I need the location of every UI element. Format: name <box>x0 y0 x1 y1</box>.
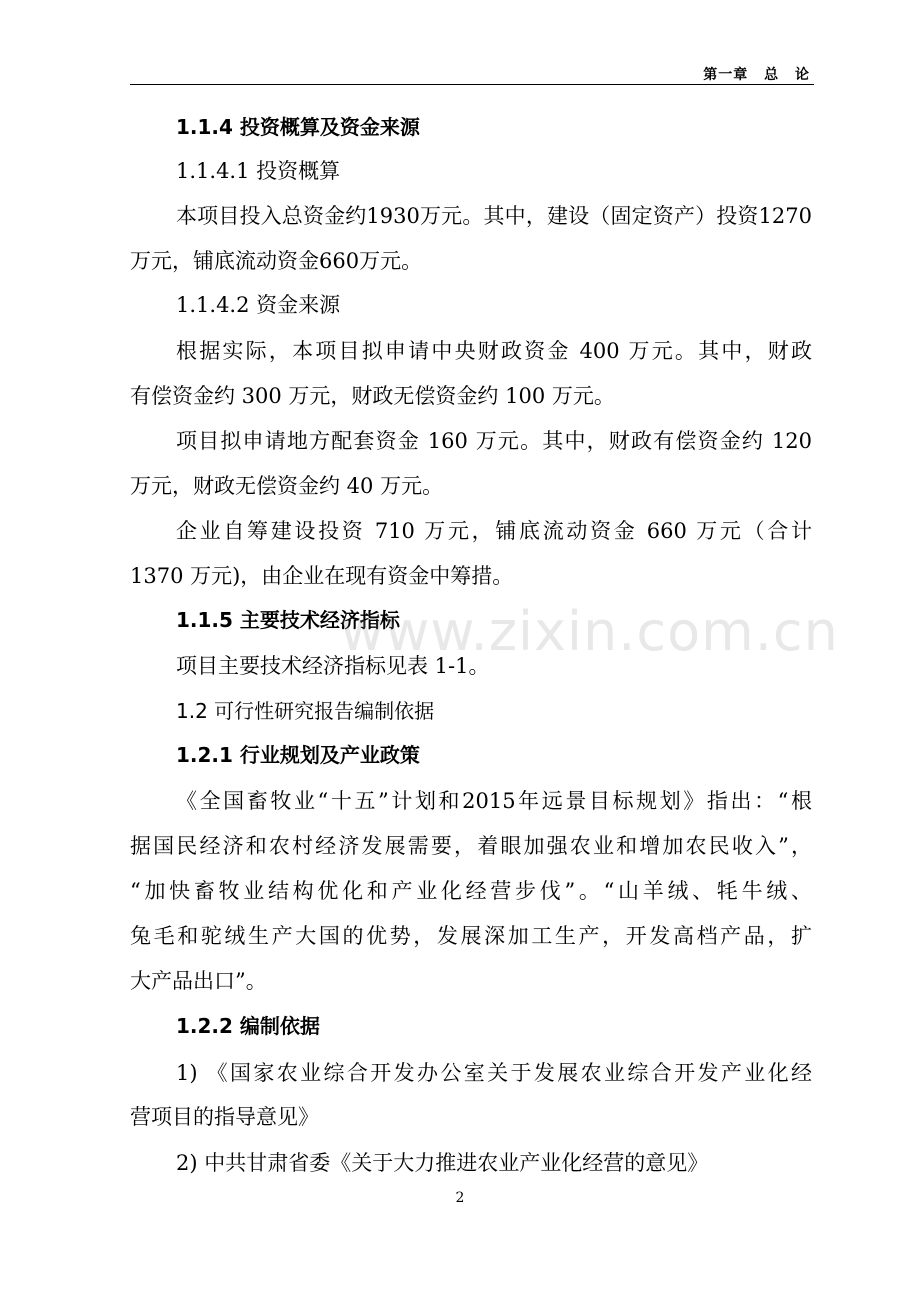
subsection-heading-1-1-4-1: 1.1.4.1 投资概算 <box>176 159 341 183</box>
paragraph-line: 兔毛和驼绒生产大国的优势，发展深加工生产，开发高档产品，扩 <box>130 924 812 948</box>
chapter-title: 第一章 总 论 <box>703 67 810 83</box>
section-heading-1-1-4: 1.1.4 投资概算及资金来源 <box>176 115 420 139</box>
paragraph-line: 大产品出口”。 <box>130 969 267 993</box>
section-heading-1-2-2: 1.2.2 编制依据 <box>176 1014 320 1038</box>
list-item: 2) 中共甘肃省委《关于大力推进农业产业化经营的意见》 <box>176 1151 709 1175</box>
paragraph-line: 万元，铺底流动资金660万元。 <box>130 249 423 273</box>
watermark: www.zixin.com.cn <box>340 600 839 663</box>
paragraph-line: 万元，财政无偿资金约 40 万元。 <box>130 474 444 498</box>
section-heading-1-2: 1.2 可行性研究报告编制依据 <box>176 699 435 723</box>
paragraph-line: “加快畜牧业结构优化和产业化经营步伐”。“山羊绒、牦牛绒、 <box>130 879 812 903</box>
page-number: 2 <box>455 1190 465 1206</box>
section-heading-1-1-5: 1.1.5 主要技术经济指标 <box>176 608 400 632</box>
list-item: 1) 《国家农业综合开发办公室关于发展农业综合开发产业化经 <box>176 1061 812 1085</box>
paragraph-line: 项目主要技术经济指标见表 1-1。 <box>176 654 490 678</box>
page-header <box>130 62 814 85</box>
paragraph-line: 有偿资金约 300 万元，财政无偿资金约 100 万元。 <box>130 384 615 408</box>
paragraph-line: 《全国畜牧业“十五”计划和2015年远景目标规划》指出：“根 <box>176 789 812 813</box>
paragraph-line: 根据实际，本项目拟申请中央财政资金 400 万元。其中，财政 <box>176 339 812 363</box>
list-item-continuation: 营项目的指导意见》 <box>130 1105 319 1129</box>
paragraph-line: 据国民经济和农村经济发展需要，着眼加强农业和增加农民收入”， <box>130 834 812 858</box>
subsection-heading-1-1-4-2: 1.1.4.2 资金来源 <box>176 293 341 317</box>
section-heading-1-2-1: 1.2.1 行业规划及产业政策 <box>176 743 420 767</box>
paragraph-line: 企业自筹建设投资 710 万元，铺底流动资金 660 万元（合计 <box>176 519 812 543</box>
paragraph-line: 1370 万元)，由企业在现有资金中筹措。 <box>130 564 514 588</box>
paragraph-line: 本项目投入总资金约1930万元。其中，建设（固定资产）投资1270 <box>176 204 812 228</box>
paragraph-line: 项目拟申请地方配套资金 160 万元。其中，财政有偿资金约 120 <box>176 429 812 453</box>
